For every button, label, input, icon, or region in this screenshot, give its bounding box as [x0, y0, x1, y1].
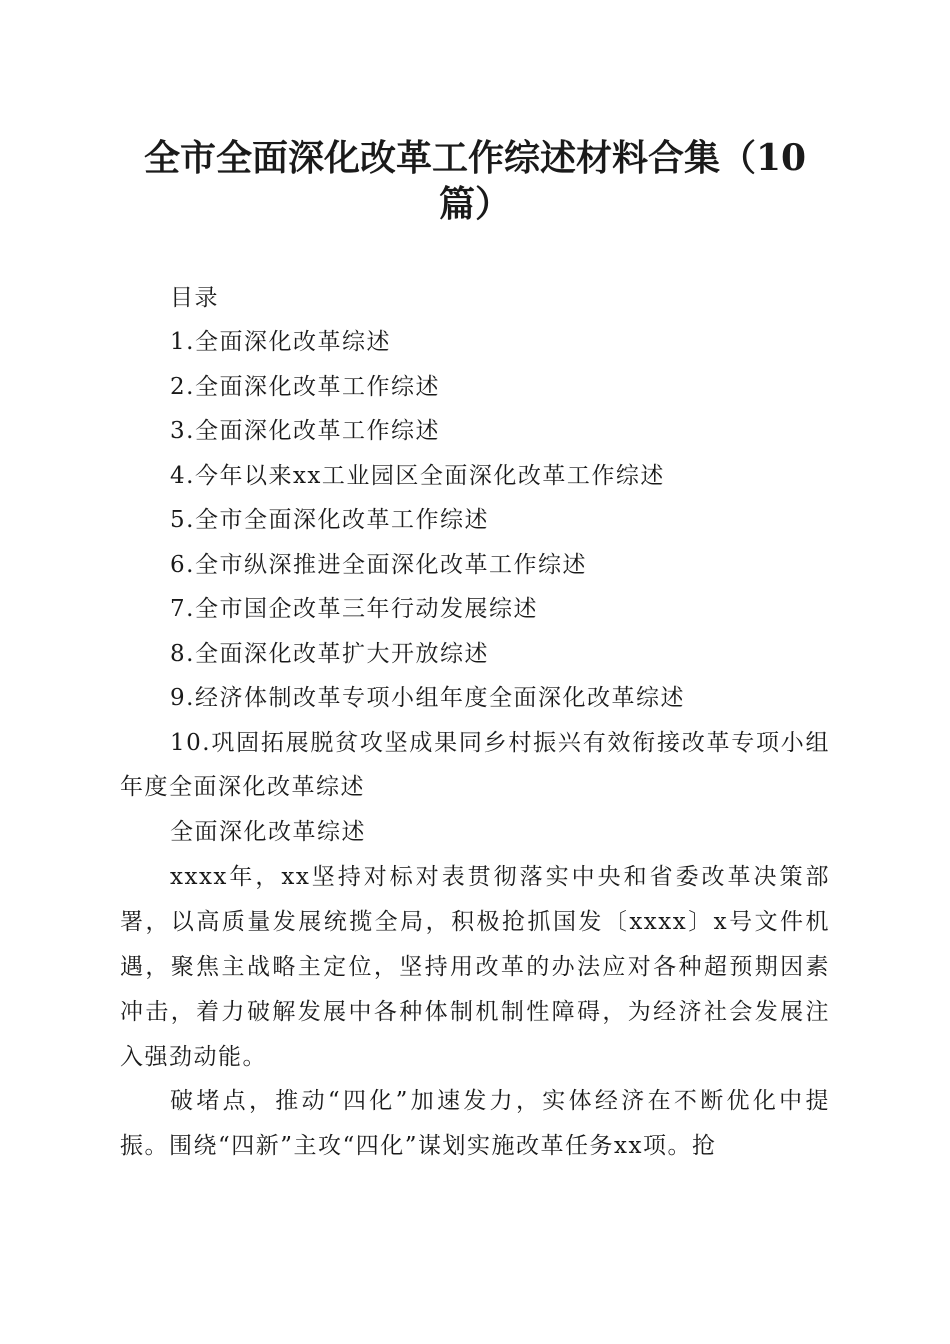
toc-item-8: 8.全面深化改革扩大开放综述 [170, 641, 489, 667]
toc-item-2: 2.全面深化改革工作综述 [170, 374, 440, 400]
section-title: 全面深化改革综述 [170, 819, 366, 845]
toc-heading: 目录 [170, 285, 219, 311]
toc-item-5: 5.全市全面深化改革工作综述 [170, 507, 489, 533]
toc-item-3: 3.全面深化改革工作综述 [170, 418, 440, 444]
toc-item-9: 9.经济体制改革专项小组年度全面深化改革综述 [170, 685, 685, 711]
toc-item-1: 1.全面深化改革综述 [170, 329, 391, 355]
toc-item-10: 10.巩固拓展脱贫攻坚成果同乡村振兴有效衔接改革专项小组年度全面深化改革综述 [120, 730, 830, 800]
document-title: 全市全面深化改革工作综述材料合集（10篇） [143, 137, 807, 225]
paragraph-2: 破堵点，推动“四化”加速发力，实体经济在不断优化中提振。围绕“四新”主攻“四化”谋划实施改革任务xx项。抢 [120, 1088, 830, 1159]
paragraph-1: xxxx年，xx坚持对标对表贯彻落实中央和省委改革决策部署，以高质量发展统揽全局，积极抢抓国发〔xxxx〕x号文件机遇，聚焦主战略主定位，坚持用改革的办法应对各种超预期因素冲击，着力破解发展中各种体制机制性障碍，为经济社会发展注入强劲动能。 [120, 864, 830, 1070]
toc-item-4: 4.今年以来xx工业园区全面深化改革工作综述 [170, 463, 665, 489]
toc-item-7: 7.全市国企改革三年行动发展综述 [170, 596, 538, 622]
toc-item-6: 6.全市纵深推进全面深化改革工作综述 [170, 552, 587, 578]
